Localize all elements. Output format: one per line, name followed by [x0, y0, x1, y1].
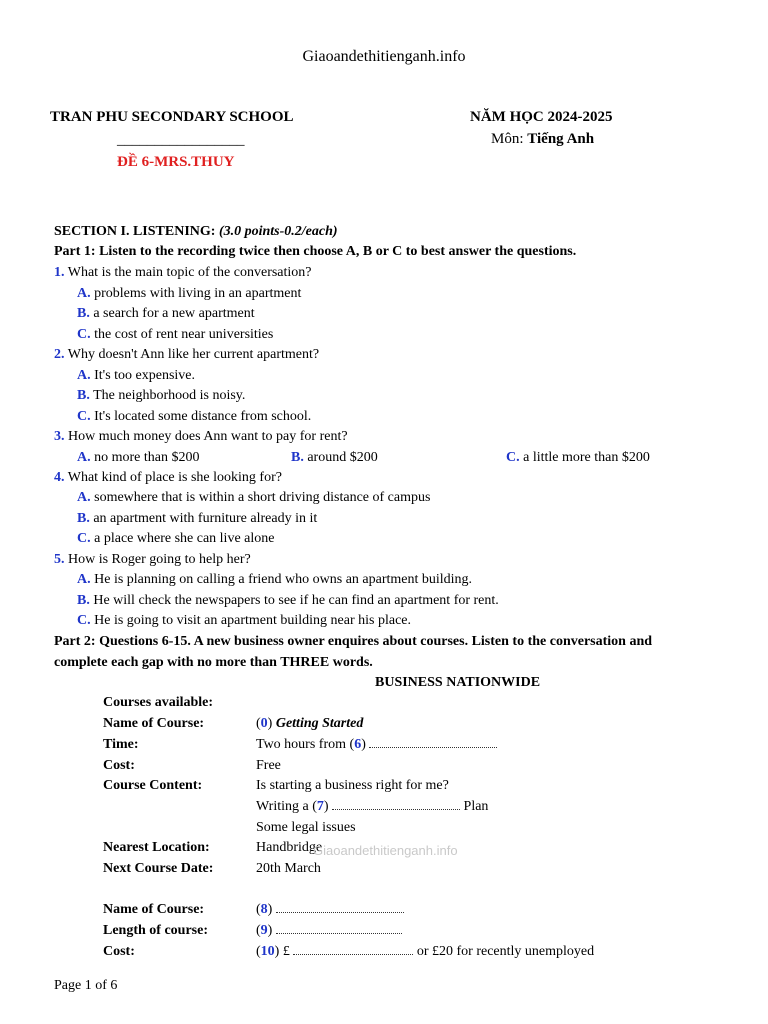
option-text: He will check the newspapers to see if he can find an apartment for rent. [93, 593, 499, 608]
subject-name: Tiếng Anh [527, 131, 595, 147]
currency-symbol: £ [282, 944, 290, 959]
option-letter: B. [77, 593, 90, 608]
course-content-2: Writing a (7) Plan [256, 799, 489, 814]
answer-gap-6[interactable] [369, 737, 497, 748]
course-content-3: Some legal issues [256, 820, 356, 835]
gap-number: 8 [260, 902, 268, 917]
option-letter: B. [291, 450, 304, 465]
course-name-2-label: Name of Course: [103, 902, 205, 917]
length-value: (9) [256, 923, 402, 939]
option-text: the cost of rent near universities [94, 327, 274, 342]
option-letter: A. [77, 368, 91, 383]
option-text: a little more than $200 [523, 450, 650, 465]
option-letter: A. [77, 450, 91, 465]
time-value: Two hours from (6) [256, 737, 497, 753]
q5-option-b [77, 593, 499, 609]
length-label: Length of course: [103, 923, 208, 938]
time-label: Time: [103, 737, 139, 752]
answer-gap-9[interactable] [276, 923, 402, 934]
option-letter: C. [506, 450, 520, 465]
option-letter: A. [77, 490, 91, 505]
option-text: no more than $200 [94, 450, 200, 465]
option-text: He is going to visit an apartment building near his place. [94, 613, 411, 628]
q5-option-c [77, 613, 411, 629]
answer-gap-8[interactable] [276, 902, 404, 913]
option-text: He is planning on calling a friend who owns an apartment building. [94, 572, 473, 587]
gap-number: 6 [354, 737, 362, 752]
site-header: Giaoandethitienganh.info [302, 48, 466, 65]
option-text: a place where she can live alone [94, 531, 275, 546]
option-text: The neighborhood is noisy. [93, 388, 246, 403]
option-letter: C. [77, 531, 91, 546]
part2-instructions-line2: complete each gap with no more than THREE words. [54, 655, 373, 670]
question-number: 2. [54, 347, 65, 362]
section-title [54, 224, 338, 240]
gap-number: 10 [260, 944, 275, 959]
part2-instructions-line1: Part 2: Questions 6-15. A new business owner enquires about courses. Listen to the conversation and [54, 634, 653, 649]
option-text: It's located some distance from school. [94, 409, 312, 424]
answer-gap-7[interactable] [332, 799, 460, 810]
course-content-label: Course Content: [103, 778, 203, 793]
q3-option-b [291, 450, 378, 466]
option-text: It's too expensive. [94, 368, 196, 383]
school-underline: _________________ [117, 132, 245, 148]
courses-available-label: Courses available: [103, 695, 214, 710]
form-heading: BUSINESS NATIONWIDE [375, 675, 541, 690]
option-text: an apartment with furniture already in it [93, 511, 318, 526]
gap-number: 7 [316, 799, 324, 814]
q2-option-a [77, 368, 195, 384]
question-text: How much money does Ann want to pay for rent? [68, 429, 348, 444]
q1-option-a [77, 286, 301, 302]
date-label: Next Course Date: [103, 861, 214, 876]
question-1 [54, 265, 312, 281]
gap-number: 0 [260, 716, 268, 731]
option-letter: B. [77, 306, 90, 321]
option-text: around $200 [307, 450, 378, 465]
part1-instructions: Part 1: Listen to the recording twice then choose A, B or C to best answer the questions. [54, 244, 577, 259]
gap-number: 9 [260, 923, 268, 938]
question-text: What kind of place is she looking for? [67, 470, 282, 485]
school-year: NĂM HỌC 2024-2025 [470, 109, 613, 125]
subject-label: Môn: [491, 131, 524, 147]
option-letter: C. [77, 409, 91, 424]
course-content-1: Is starting a business right for me? [256, 778, 449, 793]
page-footer: Page 1 of 6 [54, 978, 118, 993]
q1-option-c [77, 327, 273, 343]
watermark: Giaoandethitienganh.info [313, 843, 458, 858]
question-5 [54, 552, 251, 568]
cost-suffix: or £20 for recently unemployed [416, 944, 595, 959]
content-suffix: Plan [463, 799, 489, 814]
date-value: 20th March [256, 861, 321, 876]
question-text: Why doesn't Ann like her current apartment? [67, 347, 320, 362]
question-4 [54, 470, 282, 486]
option-text: a search for a new apartment [93, 306, 255, 321]
school-name: TRAN PHU SECONDARY SCHOOL [50, 109, 294, 125]
cost-2-label: Cost: [103, 944, 135, 959]
q3-option-c [506, 450, 650, 466]
option-letter: B. [77, 511, 90, 526]
option-letter: B. [77, 388, 90, 403]
content-prefix: Writing a [256, 799, 309, 814]
cost-value: Free [256, 758, 281, 773]
option-text: somewhere that is within a short driving distance of campus [94, 490, 431, 505]
question-3 [54, 429, 348, 445]
question-number: 3. [54, 429, 65, 444]
option-letter: A. [77, 286, 91, 301]
exam-code: ĐỀ 6-MRS.THUY [117, 154, 235, 170]
q4-option-c [77, 531, 274, 547]
q4-option-a [77, 490, 430, 506]
section-title-text: SECTION I. LISTENING: [54, 224, 216, 239]
course-name-2-value: (8) [256, 902, 404, 918]
question-number: 1. [54, 265, 65, 280]
cost-2-value: (10) £ or £20 for recently unemployed [256, 944, 595, 959]
location-value: Handbridge [256, 840, 323, 855]
course-name-value: (0) Getting Started [256, 716, 364, 731]
cost-label: Cost: [103, 758, 135, 773]
answer-gap-10[interactable] [293, 944, 413, 955]
question-number: 5. [54, 552, 65, 567]
location-label: Nearest Location: [103, 840, 210, 855]
q2-option-b [77, 388, 245, 404]
course-name-label: Name of Course: [103, 716, 205, 731]
option-letter: C. [77, 613, 91, 628]
option-letter: A. [77, 572, 91, 587]
course-name-text: Getting Started [275, 716, 364, 731]
q2-option-c [77, 409, 311, 425]
q4-option-b [77, 511, 317, 527]
subject-line [491, 131, 594, 148]
question-2 [54, 347, 319, 363]
question-text: What is the main topic of the conversation? [67, 265, 312, 280]
question-text: How is Roger going to help her? [68, 552, 251, 567]
time-prefix: Two hours from [256, 737, 347, 752]
q1-option-b [77, 306, 255, 322]
q5-option-a [77, 572, 472, 588]
q3-option-a [77, 450, 200, 466]
section-points: (3.0 points-0.2/each) [218, 224, 338, 239]
option-text: problems with living in an apartment [94, 286, 302, 301]
option-letter: C. [77, 327, 91, 342]
question-number: 4. [54, 470, 65, 485]
